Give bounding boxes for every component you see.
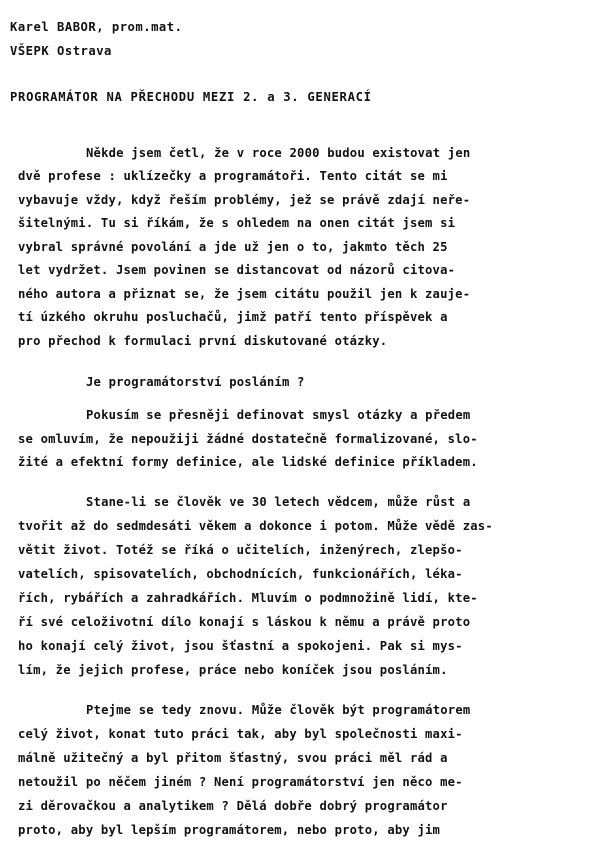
paragraph-line: proto, aby byl lepším programátorem, nebo proto, aby jim	[18, 823, 441, 837]
paragraph-line: ří své celoživotní dílo konají s láskou k němu a právě proto	[18, 615, 471, 629]
paragraph-line: dvě profese : uklízečky a programátoři. Tento citát se mi	[18, 169, 448, 183]
paragraph-line: zi děrovačkou a analytikem ? Dělá dobře dobrý programátor	[18, 799, 448, 813]
paragraph-line: se omluvím, že nepoužiji žádné dostatečně formalizované, slo-	[18, 432, 478, 446]
paragraph-line: šitelnými. Tu si říkám, že s ohledem na onen citát jsem si	[18, 216, 456, 230]
paragraph-line: tí úzkého okruhu posluchačů, jimž patří tento příspěvek a	[18, 310, 448, 324]
paragraph-line: pro přechod k formulaci první diskutované otázky.	[18, 334, 388, 348]
paragraph-line: málně užitečný a byl přitom šťastný, svou práci měl rád a	[18, 751, 448, 765]
paragraph-line: vybral správné povolání a jde už jen o to, jakmto těch 25	[18, 240, 448, 254]
paragraph-line: let vydržet. Jsem povinen se distancovat od názorů citova-	[18, 263, 456, 277]
paragraph-line: vybavuje vždy, když řeším problémy, jež se právě zdají neře-	[18, 193, 471, 207]
paragraph-line: Někde jsem četl, že v roce 2000 budou existovat jen	[86, 146, 471, 160]
paragraph-line: žité a efektní formy definice, ale lidské definice příkladem.	[18, 455, 478, 469]
paragraph-line: lím, že jejich profese, práce nebo koníček jsou posláním.	[18, 663, 448, 677]
paragraph-line: netoužil po něčem jiném ? Není programátorství jen něco me-	[18, 775, 463, 789]
paragraph-line: ného autora a přiznat se, že jsem citátu použil jen k zauje-	[18, 287, 471, 301]
author-line: Karel BABOR, prom.mat.	[10, 20, 183, 34]
paragraph-line: Pokusím se přesněji definovat smysl otázky a předem	[86, 408, 471, 422]
paragraph-line: vatelích, spisovatelích, obchodnících, funkcionářích, léka-	[18, 567, 463, 581]
paragraph-line: řích, rybářích a zahradkářích. Mluvím o podmnožině lidí, kte-	[18, 591, 478, 605]
paragraph-line: větit život. Totéž se říká o učitelích, inženýrech, zlepšo-	[18, 543, 463, 557]
question-text: Je programátorství posláním ?	[86, 375, 305, 389]
paragraph-line: Stane-li se člověk ve 30 letech vědcem, může růst a	[86, 495, 471, 509]
paragraph-line: celý život, konat tuto práci tak, aby byl společnosti maxi-	[18, 727, 463, 741]
paragraph-line: tvořit až do sedmdesáti věkem a dokonce i potom. Může vědě zas-	[18, 519, 493, 533]
organization-line: VŠEPK Ostrava	[10, 44, 112, 58]
paragraph-line: ho konají celý život, jsou šťastní a spokojeni. Pak si mys-	[18, 639, 463, 653]
document-title: PROGRAMÁTOR NA PŘECHODU MEZI 2. a 3. GENERACÍ	[10, 90, 372, 104]
paragraph-line: Ptejme se tedy znovu. Může člověk být programátorem	[86, 703, 471, 717]
